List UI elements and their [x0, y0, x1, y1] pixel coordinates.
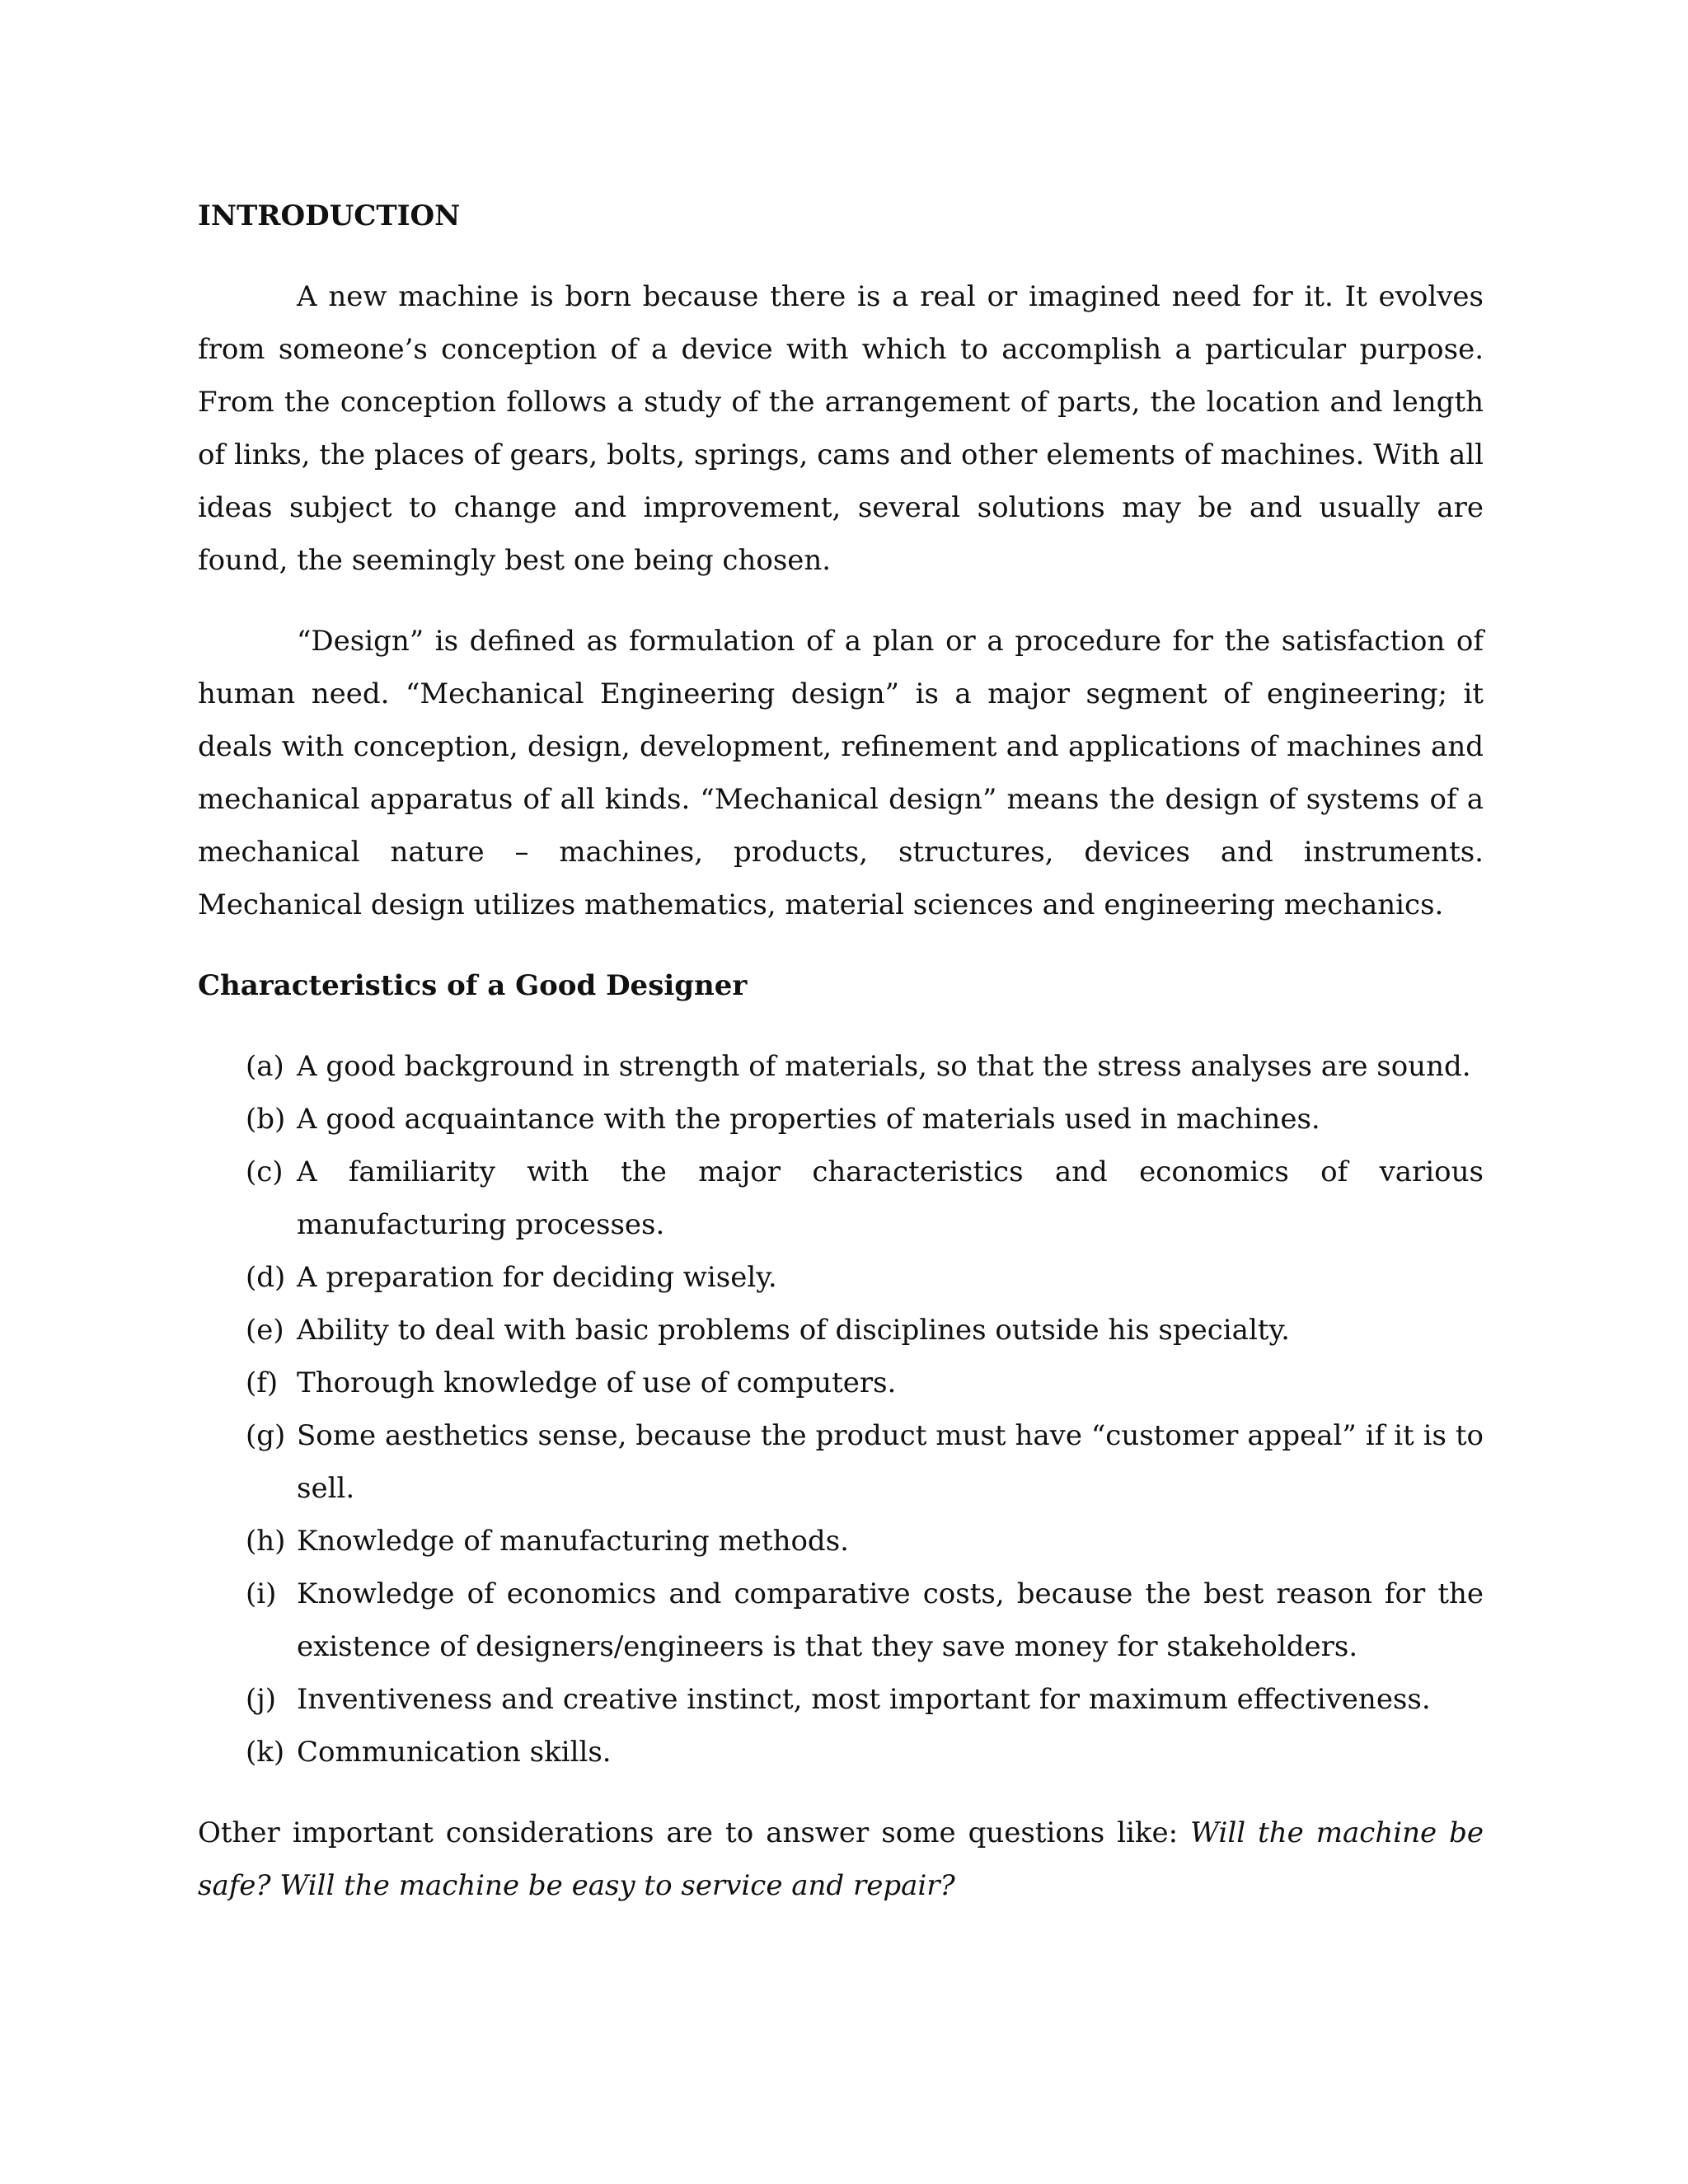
document-page — [198, 190, 1484, 1940]
list-item — [198, 1515, 1484, 1568]
list-item — [198, 1251, 1484, 1304]
list-item — [198, 1568, 1484, 1673]
closing-plain-text: Other important considerations are to answer some questions like: — [198, 1816, 1191, 1849]
list-marker: (h) — [246, 1525, 286, 1558]
list-item-text: A good acquaintance with the properties of materials used in machines. — [297, 1103, 1320, 1136]
list-item-text: Some aesthetics sense, because the product must have “customer appeal” if it is to sell. — [297, 1419, 1484, 1505]
closing-paragraph — [198, 1807, 1484, 1912]
list-item-text: Ability to deal with basic problems of disciplines outside his specialty. — [297, 1314, 1290, 1347]
list-marker: (g) — [246, 1419, 286, 1452]
list-item — [198, 1409, 1484, 1515]
list-item-text: Inventiveness and creative instinct, most important for maximum effectiveness. — [297, 1683, 1431, 1716]
list-marker: (a) — [246, 1050, 284, 1083]
page-heading: INTRODUCTION — [198, 199, 461, 232]
list-marker: (e) — [246, 1314, 284, 1347]
list-item-text: A familiarity with the major characteristics and economics of various manufacturing processes. — [297, 1155, 1484, 1241]
list-marker: (d) — [246, 1261, 286, 1294]
list-item-text: Knowledge of economics and comparative costs, because the best reason for the existence of designers/engineers is that they save money for stakeholders. — [297, 1577, 1484, 1663]
list-item — [198, 1304, 1484, 1357]
section-title: Characteristics of a Good Designer — [198, 969, 748, 1002]
list-marker: (i) — [246, 1577, 277, 1610]
closing-italic-text: Will the machine be safe? Will the machine be easy to service and repair? — [198, 1816, 1484, 1902]
list-item — [198, 1726, 1484, 1779]
list-marker: (c) — [246, 1155, 284, 1188]
intro-paragraph-2: “Design” is defined as formulation of a plan or a procedure for the satisfaction of human need. “Mechanical Engineering design” is a major segment of engineering; it deals with conception, design, development, refinement and applications of machines and mechanical apparatus of all kinds. “Mechanical design” means the design of systems of a mechanical nature – machines, products, structures, devices and instruments. Mechanical design utilizes mathematics, material sciences and engineering mechanics. — [198, 625, 1484, 921]
list-item-text: Knowledge of manufacturing methods. — [297, 1525, 849, 1558]
list-item-text: Communication skills. — [297, 1736, 612, 1769]
list-item-text: A preparation for deciding wisely. — [297, 1261, 777, 1294]
list-item-text: A good background in strength of materials, so that the stress analyses are sound. — [297, 1050, 1471, 1083]
list-marker: (j) — [246, 1683, 277, 1716]
list-marker: (b) — [246, 1103, 286, 1136]
list-marker: (k) — [246, 1736, 285, 1769]
list-item — [198, 1040, 1484, 1093]
list-item — [198, 1673, 1484, 1726]
list-item — [198, 1357, 1484, 1409]
list-item — [198, 1093, 1484, 1146]
list-marker: (f) — [246, 1366, 279, 1399]
characteristics-list — [198, 1040, 1484, 1779]
list-item — [198, 1146, 1484, 1251]
list-item-text: Thorough knowledge of use of computers. — [297, 1366, 897, 1399]
intro-paragraph-1: A new machine is born because there is a real or imagined need for it. It evolves from someone’s conception of a device with which to accomplish a particular purpose. From the conception follows a study of the arrangement of parts, the location and length of links, the places of gears, bolts, springs, cams and other elements of machines. With all ideas subject to change and improvement, several solutions may be and usually are found, the seemingly best one being chosen. — [198, 280, 1484, 577]
